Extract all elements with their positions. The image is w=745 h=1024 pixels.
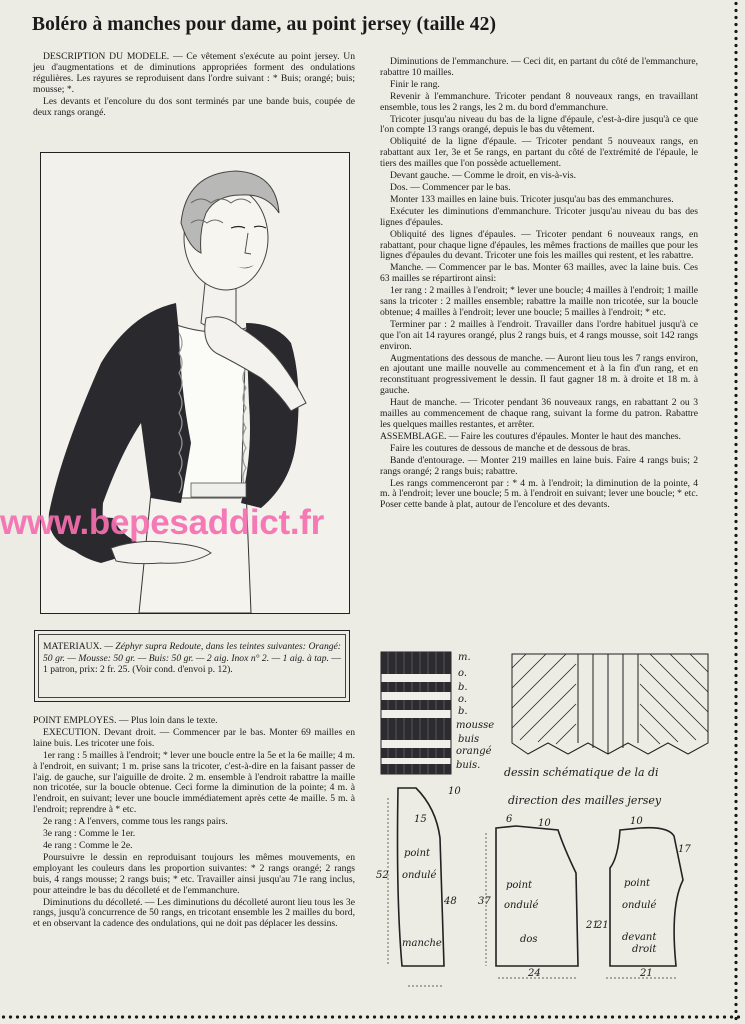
materials-line-2: — Buis: 50 gr. — 2 aig. Inox n° 2. — 1 aig. à tap. — [137, 652, 329, 664]
left-paragraph: 4e rang : Comme le 2e. — [43, 839, 133, 851]
right-paragraph: Terminer par : 2 mailles à l'endroit. Travailler dans l'ordre habituel jusqu'à ce que l'on ait 14 rayures orangé, plus 2 rangs buis, et 4 rangs mousse, soit 142 rangs environ. — [380, 318, 698, 352]
stripe-label: b. — [458, 682, 468, 693]
right-paragraph: Obliquité des lignes d'épaules. — Tricoter pendant 6 nouveaux rangs, en rabattant, pour chaque ligne d'épaules, les mêmes fractions de mailles que pour les lignes d'épaules du devant. Tricoter une fois les mailles qui restent, et les rabattre. — [380, 228, 698, 262]
sleeve-label: ondulé — [402, 870, 437, 881]
left-paragraph: Diminutions du décolleté. — Les diminutions du décolleté auront lieu tous les 3e rangs, jusqu'à concurrence de 50 rangs, en tricotant ensemble les 2 mailles du bord, et en observant la cadence des ondulations, qui ne doit pas déplacer les dessins. — [33, 896, 355, 930]
stripe-label: orangé — [456, 746, 492, 757]
stripe-label: o. — [458, 694, 468, 705]
materials-line-3: — 1 patron, prix: 2 fr. 25. (Voir cond. d'envoi p. 12). — [43, 652, 342, 675]
right-paragraph: Revenir à l'emmanchure. Tricoter pendant 8 nouveaux rangs, en travaillant ensemble, tous les 2 rangs, les 2 m. du bord d'emmanchure. — [380, 90, 698, 113]
left-paragraph: 2e rang : A l'envers, comme tous les rangs pairs. — [43, 816, 228, 828]
right-paragraph: Exécuter les diminutions d'emmanchure. Tricoter jusqu'au niveau du bas des lignes d'épaules. — [380, 205, 698, 228]
back-label: point — [506, 880, 533, 891]
right-paragraph: Obliquité de la ligne d'épaule. — Tricoter pendant 5 nouveaux rangs, en rabattant aux 1er, 3e et 5e rangs, en partant du côté de l'extrémité de l'épaule, le tiers des mailles que l'on possède actuellement. — [380, 136, 698, 170]
watermark-text: www.bepesaddict.fr — [0, 503, 324, 542]
execution-column — [33, 716, 355, 931]
dimension-label: 10 — [448, 786, 461, 797]
dimension-label: 21 — [586, 920, 599, 931]
right-paragraph: Faire les coutures de dessous de manche et de dessous de bras. — [390, 442, 631, 454]
sleeve-label: point — [404, 848, 431, 859]
dotted-border-right — [733, 0, 739, 1024]
right-paragraph: Manche. — Commencer par le bas. Monter 63 mailles, avec la laine buis. Ces 63 mailles se répartiront ainsi: — [380, 262, 698, 285]
devants-paragraph: Les devants et l'encolure du dos sont terminés par une bande buis, coupée de deux rangs orangé. — [33, 95, 355, 118]
left-paragraph: POINT EMPLOYES. — Plus loin dans le texte. — [33, 715, 218, 726]
back-label: ondulé — [504, 900, 539, 911]
stripe-label: o. — [458, 668, 468, 679]
dimension-label: 17 — [678, 844, 691, 855]
dimension-label: 37 — [478, 896, 491, 907]
back-pattern-piece — [496, 826, 578, 966]
right-paragraph: 1er rang : 2 mailles à l'endroit; * lever une boucle; 4 mailles à l'endroit; 1 maille sans la tricoter : 2 mailles ensemble; rabattre la maille non tricotée, sur la boucle obtenue; 4 mailles à l'endroit; lever une boucle; 5 mailles à l'endroit; * etc. — [380, 285, 698, 318]
stripe-label: b. — [458, 706, 468, 717]
dimension-label: 52 — [376, 870, 389, 881]
front-label: droit — [632, 944, 657, 955]
description-column — [33, 52, 355, 119]
materials-line-1: — Zéphyr supra Redoute, dans les teintes suivantes: Orangé: 50 gr. — Mousse: 50 gr. — [43, 641, 341, 664]
right-paragraph: Bande d'entourage. — Monter 219 mailles en laine buis. Faire 4 rangs buis; 2 rangs orangé; 2 rangs buis; rabattre. — [380, 454, 698, 477]
dimension-label: 10 — [538, 818, 551, 829]
materials-label: MATERIAUX. — [43, 641, 102, 652]
left-paragraph: 1er rang : 5 mailles à l'endroit; * lever une boucle entre la 5e et la 6e maille; 4 m. à l'endroit, en suivant; 1 m. prise sans la tricoter, c'est-à-dire en la faisant passer de l'aig. de gauche, sur l'aiguille de droite. 2 m. ensemble à l'endroit rabattre la maille non tricotée, sur la boucle obtenue. Ceci forme la diminution de la pointe; 4 m. à l'endroit, en suivant; lever une boucle immédiatement après cette 4e maille. 5 m. à l'endroit; reprendre à * etc. — [33, 749, 355, 816]
woman-in-bolero-illustration — [41, 153, 349, 613]
right-paragraph: Monter 133 mailles en laine buis. Tricoter jusqu'au bas des emmanchures. — [390, 193, 674, 205]
right-paragraph: Finir le rang. — [390, 78, 440, 90]
left-paragraph: EXECUTION. Devant droit. — Commencer par le bas. Monter 69 mailles en laine buis. Les tricoter une fois. — [33, 726, 355, 749]
stitch-direction-schematic — [512, 654, 708, 754]
left-paragraph: Poursuivre le dessin en reproduisant toujours les mêmes mouvements, en employant les couleurs dans les proportion suivantes: * 2 rangs orangé; 2 rangs buis, 4 rangs mousse; 2 rangs buis; * etc. Travailler ainsi jusqu'au 71e rang inclus, pour atteindre le bas du décolleté et de l'emmanchure. — [33, 851, 355, 896]
right-paragraph: ASSEMBLAGE. — Faire les coutures d'épaules. Monter le haut des manches. — [380, 430, 681, 442]
dimension-label: 6 — [506, 814, 513, 825]
right-paragraph: Haut de manche. — Tricoter pendant 36 nouveaux rangs, en rabattant 2 ou 3 mailles au commencement de chaque rang, suivant la forme du patron. Rabattre les quelques mailles restantes, et arrêter. — [380, 397, 698, 430]
schematic-caption-1: dessin schématique de la di — [504, 766, 659, 779]
dimension-label: 15 — [414, 814, 427, 825]
dotted-border-bottom — [0, 1014, 740, 1020]
stripe-label: m. — [458, 652, 471, 663]
dimension-label: 10 — [630, 816, 643, 827]
fashion-illustration — [40, 152, 350, 614]
front-label: point — [624, 878, 651, 889]
stripe-label: mousse — [456, 720, 495, 731]
instructions-column — [380, 57, 698, 512]
right-paragraph: Tricoter jusqu'au niveau du bas de la ligne d'épaule, c'est-à-dire jusqu'à ce que l'on compte 13 rangs orangé, depuis le bas du vêtement. — [380, 113, 698, 136]
description-paragraph: DESCRIPTION DU MODELE. — Ce vêtement s'exécute au point jersey. Un jeu d'augmentations et de diminutions appropriées forment des ondulations régulières. Les rayures se reproduisent dans l'ordre suivant : * Buis; orangé; buis; mousse; *. — [33, 51, 355, 95]
stripe-swatch — [381, 652, 451, 774]
pattern-diagrams — [378, 648, 718, 998]
stripe-label: buis — [458, 734, 480, 745]
front-label: devant — [622, 932, 657, 943]
schematic-caption-2: direction des mailles jersey — [508, 794, 662, 807]
front-label: ondulé — [622, 900, 657, 911]
right-paragraph: Devant gauche. — Comme le droit, en vis-à-vis. — [390, 170, 576, 182]
right-paragraph: Diminutions de l'emmanchure. — Ceci dit, en partant du côté de l'emmanchure, rabattre 10 mailles. — [380, 56, 698, 78]
dimension-label: 24 — [528, 968, 541, 979]
left-paragraph: 3e rang : Comme le 1er. — [43, 828, 136, 840]
dimension-label: 21 — [596, 920, 609, 931]
materials-box — [34, 630, 350, 702]
right-paragraph: Dos. — Commencer par le bas. — [390, 181, 511, 193]
right-paragraph: Augmentations des dessous de manche. — Auront lieu tous les 7 rangs environ, en ajoutant une maille nouvelle au commencement et à la fin d'un rang, et en reconstituant progressivement le dessin. Il faut gagner 18 m. à droite et 18 m. à gauche. — [380, 352, 698, 397]
page-title: Boléro à manches pour dame, au point jersey (taille 42) — [32, 14, 497, 35]
dimension-label: 48 — [444, 896, 457, 907]
dimension-label: 21 — [640, 968, 653, 979]
stripe-label: buis. — [456, 760, 481, 771]
sleeve-label: manche — [402, 938, 442, 949]
right-paragraph: Les rangs commenceront par : * 4 m. à l'endroit; la diminution de la pointe, 4 m. à l'endroit; lever une boucle; 5 m. à l'endroit en suivant; lever une boucle; * etc. Poser cette bande à plat, autour de l'encolure et des devants. — [380, 477, 698, 511]
back-label: dos — [520, 934, 538, 945]
